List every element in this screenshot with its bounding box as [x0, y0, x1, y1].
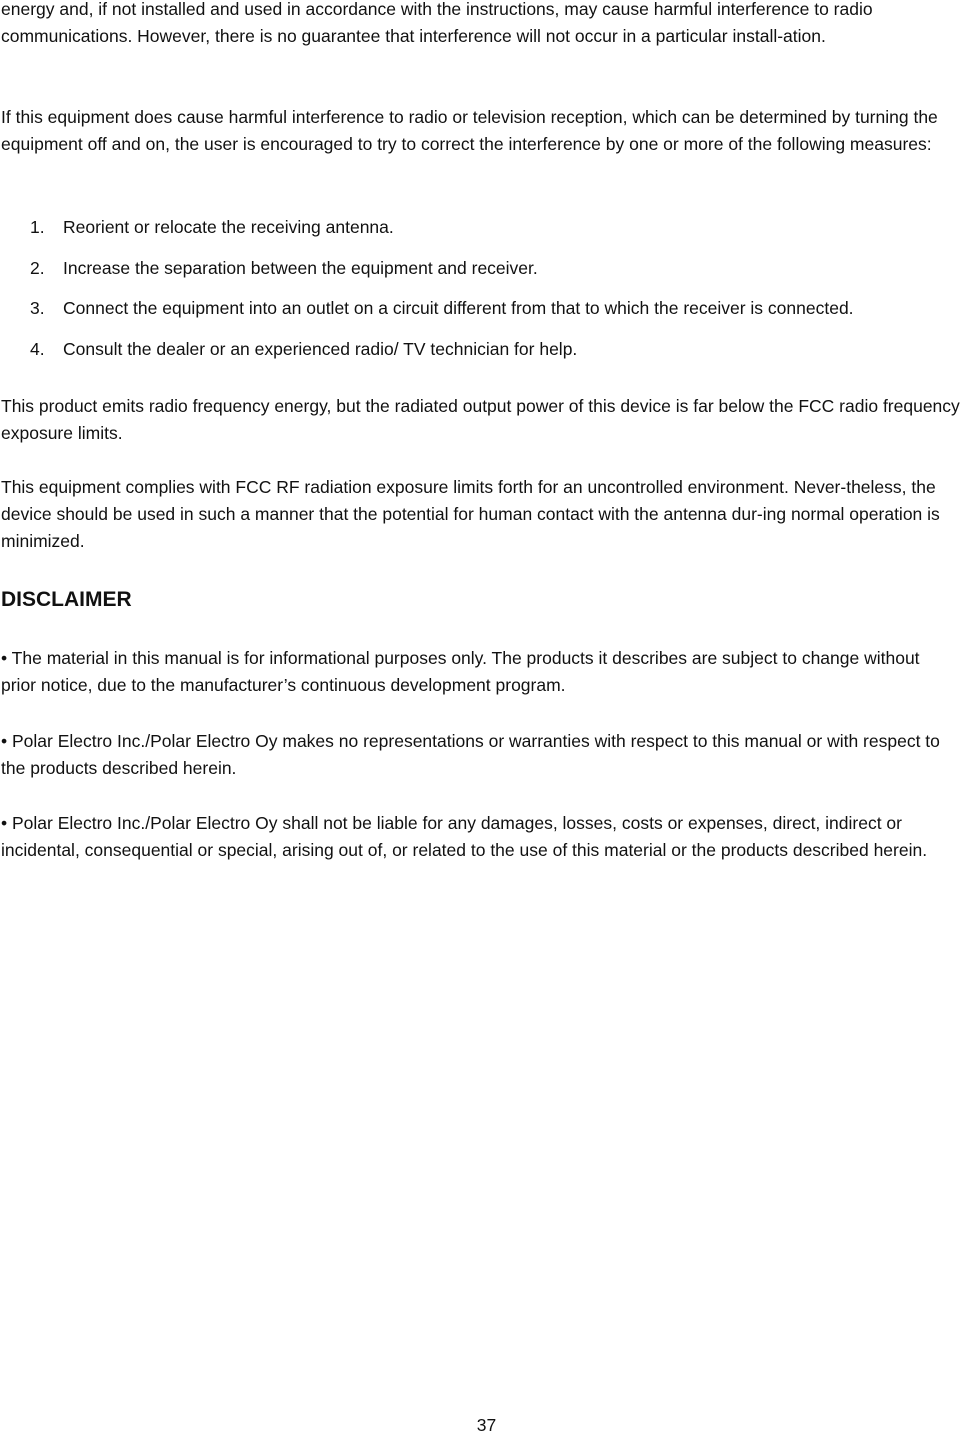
disclaimer-item: • Polar Electro Inc./Polar Electro Oy makes no representations or warranties with respect to this manual or with respect to the products described herein.	[1, 731, 940, 778]
list-item	[30, 214, 394, 241]
paragraph-rf-compliance: This equipment complies with FCC RF radiation exposure limits forth for an uncontrolled environment. Never-theless, the device should be used in such a manner that the potential for human contact with the antenna dur-ing normal operation is minimized.	[1, 477, 940, 551]
paragraph-interference: energy and, if not installed and used in accordance with the instructions, may cause harmful interference to radio communications. However, there is no guarantee that interference will not occur in a particular install-ation.	[1, 0, 873, 46]
list-item	[30, 255, 538, 282]
paragraph-measures: If this equipment does cause harmful interference to radio or television reception, which can be determined by turning the equipment off and on, the user is encouraged to try to correct the interference by one or more of the following measures:	[1, 107, 938, 154]
list-text: Reorient or relocate the receiving antenna.	[63, 217, 394, 237]
list-item	[30, 295, 854, 322]
disclaimer-item: • The material in this manual is for informational purposes only. The products it describes are subject to change without prior notice, due to the manufacturer’s continuous development program.	[1, 648, 920, 695]
list-number: 1.	[30, 217, 45, 237]
disclaimer-heading: DISCLAIMER	[1, 588, 132, 611]
list-number: 3.	[30, 298, 45, 318]
paragraph-rf-energy: This product emits radio frequency energy, but the radiated output power of this device is far below the FCC radio frequency exposure limits.	[1, 396, 960, 443]
list-number: 4.	[30, 339, 45, 359]
page-number: 37	[476, 1415, 497, 1435]
list-text: Increase the separation between the equipment and receiver.	[63, 258, 538, 278]
list-text: Connect the equipment into an outlet on a circuit different from that to which the receiver is connected.	[63, 298, 854, 318]
list-item	[30, 336, 577, 363]
disclaimer-item: • Polar Electro Inc./Polar Electro Oy shall not be liable for any damages, losses, costs or expenses, direct, indirect or incidental, consequential or special, arising out of, or related to the use of this material or the products described herein.	[1, 813, 928, 860]
list-text: Consult the dealer or an experienced radio/ TV technician for help.	[63, 339, 578, 359]
list-number: 2.	[30, 258, 45, 278]
